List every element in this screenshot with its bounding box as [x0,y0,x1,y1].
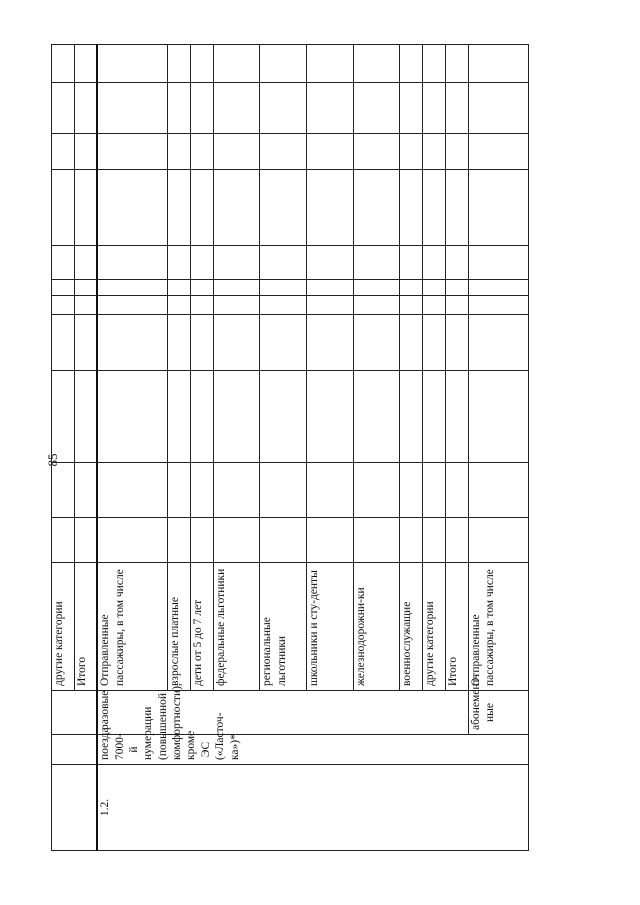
data-cell [400,371,423,463]
data-cell [353,518,400,563]
data-cell [213,315,260,371]
data-cell [52,246,75,280]
category-label: Отправленные пассажиры, в том числе [97,563,168,691]
data-cell [97,518,168,563]
data-cell [353,83,400,134]
data-cell [52,371,75,463]
data-cell [307,170,354,246]
data-cell [213,518,260,563]
data-cell [97,296,168,315]
data-cell [74,134,97,170]
category-label: взрослые платные [168,563,191,691]
data-cell [190,134,213,170]
rotated-table-wrapper [51,45,529,851]
data-cell [213,280,260,296]
data-cell [97,45,168,83]
data-cell [353,280,400,296]
data-cell [213,170,260,246]
data-cell [423,246,446,280]
data-cell [307,134,354,170]
data-cell [446,371,469,463]
data-cell [190,296,213,315]
data-cell [423,463,446,518]
data-cell [353,246,400,280]
data-cell [260,371,307,463]
data-cell [446,315,469,371]
data-cell [168,134,191,170]
mode-label-season: абонемент-ные [468,691,528,735]
data-cell [307,315,354,371]
data-cell [168,518,191,563]
data-cell [446,134,469,170]
data-cell [307,45,354,83]
data-cell [468,315,528,371]
train-label: поезда 7000-й нумерации (повышенной комфортности), кроме ЭС («Ласточ-ка»)* [97,735,528,765]
data-cell [74,246,97,280]
data-cell [168,83,191,134]
data-cell [468,280,528,296]
data-cell [468,246,528,280]
data-cell [446,518,469,563]
data-cell [260,45,307,83]
data-cell [446,45,469,83]
data-cell [213,296,260,315]
data-cell [190,315,213,371]
category-label: военнослужащие [400,563,423,691]
data-cell [74,463,97,518]
data-cell [260,315,307,371]
data-cell [97,463,168,518]
data-cell [190,280,213,296]
data-cell [190,45,213,83]
data-cell [52,315,75,371]
data-cell [400,463,423,518]
data-cell [190,518,213,563]
data-cell [400,296,423,315]
data-cell [400,246,423,280]
data-cell [307,296,354,315]
data-cell [213,134,260,170]
data-cell [260,518,307,563]
table-stage [51,45,529,851]
data-cell [307,463,354,518]
data-cell [400,134,423,170]
data-cell [353,170,400,246]
data-cell [213,371,260,463]
data-cell [52,134,75,170]
data-cell [260,83,307,134]
data-cell [423,518,446,563]
table-row [468,45,528,851]
data-cell [423,371,446,463]
data-cell [423,170,446,246]
data-cell [260,170,307,246]
data-cell [423,296,446,315]
data-cell [260,296,307,315]
mode-cell [52,691,98,735]
category-label: федеральные льготники [213,563,260,691]
category-label: железнодорожни-ки [353,563,400,691]
data-cell [97,371,168,463]
data-cell [468,463,528,518]
page-number: 85 [45,453,60,467]
data-cell [353,296,400,315]
category-label: другие категории [423,563,446,691]
data-cell [353,315,400,371]
category-label: другие категории [52,563,75,691]
data-cell [52,170,75,246]
data-cell [307,371,354,463]
data-cell [423,134,446,170]
data-cell [168,296,191,315]
data-cell [97,315,168,371]
data-cell [446,83,469,134]
data-cell [468,134,528,170]
data-cell [307,246,354,280]
data-cell [52,296,75,315]
data-cell [52,280,75,296]
data-cell [400,45,423,83]
data-cell [213,45,260,83]
data-cell [97,246,168,280]
data-cell [400,83,423,134]
data-cell [353,45,400,83]
category-label: Отправленные пассажиры, в том числе [468,563,528,691]
data-cell [74,315,97,371]
data-cell [468,170,528,246]
data-cell [97,134,168,170]
data-cell [74,371,97,463]
data-cell [446,463,469,518]
category-label: дети от 5 до 7 лет [190,563,213,691]
data-cell [52,45,75,83]
data-cell [260,134,307,170]
data-cell [353,134,400,170]
category-label: региональные льготники [260,563,307,691]
data-cell [52,463,75,518]
data-cell [74,83,97,134]
data-cell [446,280,469,296]
data-cell [400,170,423,246]
data-cell [74,170,97,246]
data-cell [168,315,191,371]
data-cell [190,246,213,280]
data-cell [168,170,191,246]
table-row [52,45,75,851]
data-cell [168,246,191,280]
data-cell [168,463,191,518]
data-cell [307,518,354,563]
data-cell [446,246,469,280]
data-cell [446,296,469,315]
data-cell [97,170,168,246]
category-label: школьники и сту-денты [307,563,354,691]
data-cell [190,463,213,518]
data-cell [468,371,528,463]
data-cell [168,45,191,83]
data-cell [190,83,213,134]
category-label: Итого [446,563,469,691]
data-cell [468,45,528,83]
train-cell [52,735,98,765]
data-cell [446,170,469,246]
data-cell [353,371,400,463]
section-number-cell [52,765,98,851]
data-cell [353,463,400,518]
data-cell [468,83,528,134]
data-cell [468,296,528,315]
table-row [97,45,168,851]
data-cell [168,280,191,296]
data-cell [97,280,168,296]
data-cell [423,315,446,371]
data-cell [468,518,528,563]
section-number: 1.2. [97,765,528,851]
data-cell [260,280,307,296]
data-cell [52,83,75,134]
data-cell [260,246,307,280]
data-cell [260,463,307,518]
data-cell [168,371,191,463]
data-cell [423,280,446,296]
category-label: Итого [74,563,97,691]
data-cell [213,246,260,280]
data-cell [307,83,354,134]
data-cell [190,170,213,246]
data-cell [190,371,213,463]
data-cell [74,45,97,83]
data-cell [400,518,423,563]
data-cell [423,45,446,83]
mode-label-single: разовые [97,691,468,735]
data-cell [74,280,97,296]
data-cell [307,280,354,296]
data-cell [400,315,423,371]
data-cell [400,280,423,296]
data-cell [52,518,75,563]
data-cell [213,83,260,134]
data-cell [74,518,97,563]
data-cell [97,83,168,134]
data-cell [74,296,97,315]
data-cell [213,463,260,518]
passenger-table [51,44,529,851]
data-cell [423,83,446,134]
